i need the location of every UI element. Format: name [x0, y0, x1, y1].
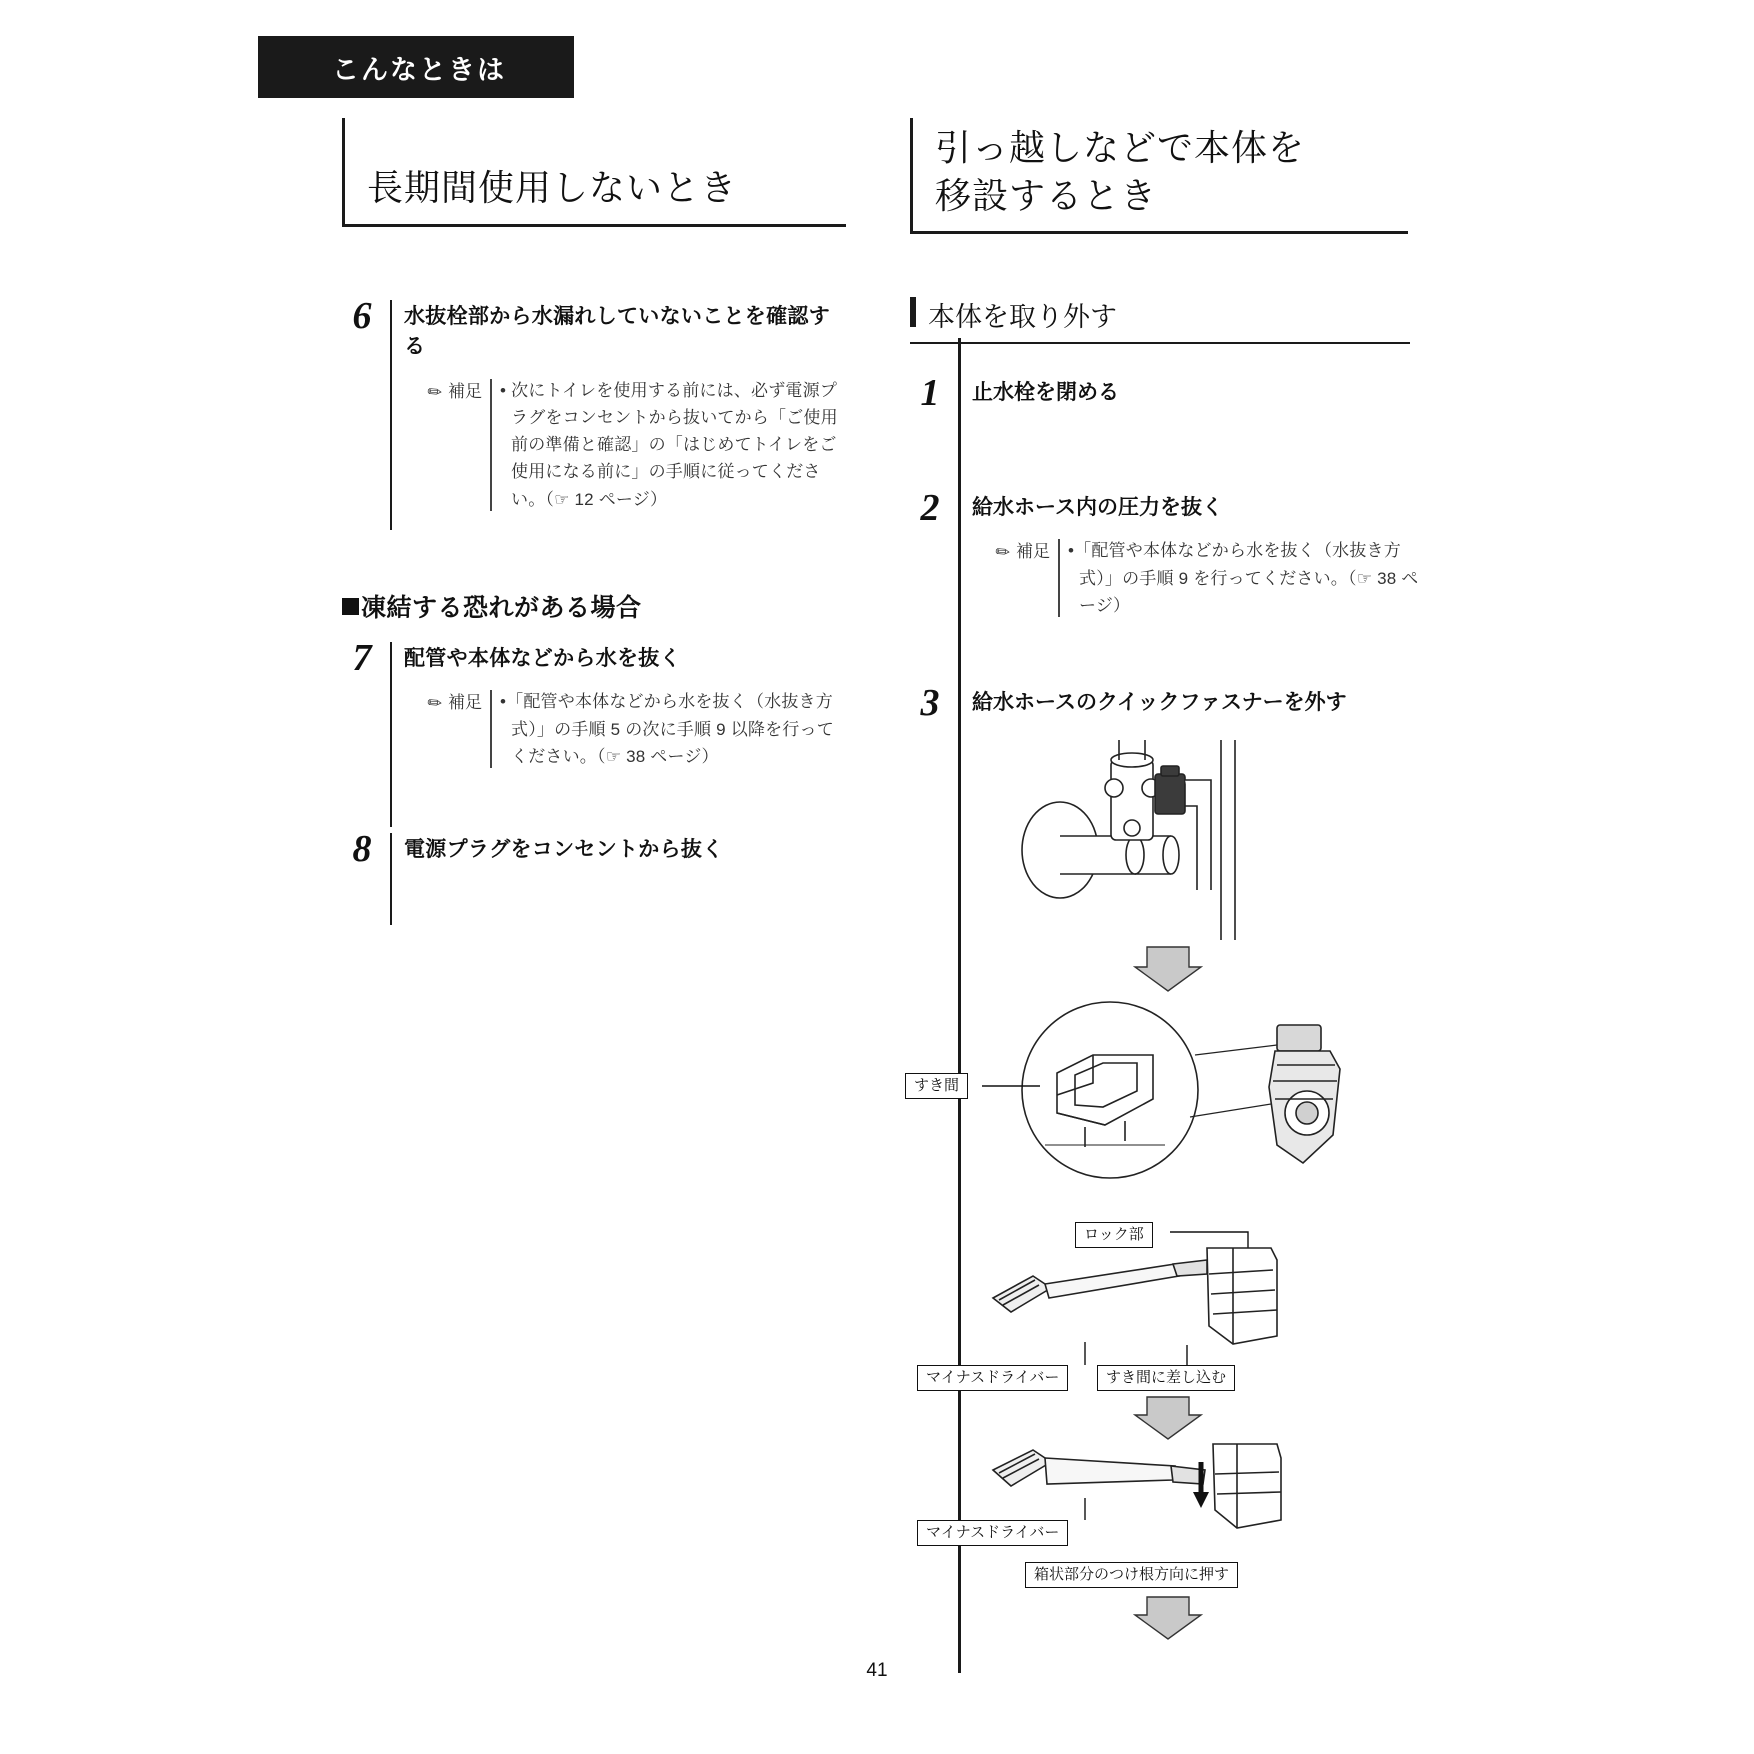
step-7-number: 7 [352, 637, 372, 679]
arrow-down-icon-3 [1133, 1595, 1203, 1641]
rstep-3-number: 3 [920, 682, 940, 724]
heading-bar [910, 297, 916, 327]
note-rule-7 [490, 690, 492, 768]
page-number: 41 [866, 1660, 888, 1681]
step-7 [342, 637, 842, 827]
rstep-1-title: 止水栓を閉める [972, 381, 1119, 404]
rstep-2 [910, 487, 1430, 678]
left-column-heading [342, 118, 846, 227]
pencil-icon: ✎ [423, 380, 447, 404]
step-7-title: 配管や本体などから水を抜く [404, 647, 681, 670]
note-label-r2: ✎補足 [991, 540, 1050, 565]
pencil-icon: ✎ [991, 540, 1015, 565]
right-column-heading [910, 118, 1408, 234]
right-column-body [910, 295, 1430, 728]
callout-leaders-row-1 [975, 1340, 1275, 1370]
step-8 [342, 828, 842, 925]
callout-insert-into-gap: すき間に差し込む [1097, 1365, 1235, 1391]
rstep-3-title: 給水ホースのクイックファスナーを外す [972, 691, 1347, 714]
rstep-2-number: 2 [920, 487, 940, 529]
illustration-stop-valve [985, 740, 1445, 955]
section-tab [258, 36, 574, 98]
step-6-note [404, 377, 842, 513]
right-subheading [910, 295, 1410, 344]
step-6-number: 6 [352, 295, 372, 337]
step-7-note [404, 688, 842, 770]
figure-quick-fastener-removal [914, 740, 1445, 1620]
step-6-title: 水抜栓部から水漏れしていないことを確認する [404, 305, 830, 359]
rstep-2-title: 給水ホース内の圧力を抜く [972, 496, 1223, 519]
left-column-body [342, 295, 842, 931]
callout-flathead-driver-1: マイナスドライバー [917, 1365, 1068, 1391]
rstep-3 [910, 682, 1430, 724]
step-6 [342, 295, 842, 530]
rstep-2-note [972, 537, 1430, 619]
left-subheading [342, 588, 842, 624]
callout-gap-leader [982, 1081, 1042, 1091]
right-column-heading-line1: 引っ越しなどで本体を [935, 127, 1306, 168]
rstep-1 [910, 372, 1430, 483]
black-square-icon [342, 598, 359, 615]
note-rule-r2 [1058, 539, 1060, 617]
step-8-title: 電源プラグをコンセントから抜く [404, 838, 724, 861]
callout-lock-part: ロック部 [1075, 1222, 1153, 1248]
step-7-note-text: •「配管や本体などから水を抜く（水抜き方式）」の手順 5 の次に手順 9 以降を行ってください。（☞ 38 ページ） [500, 692, 834, 766]
step-8-rule [390, 833, 392, 925]
callout-leaders-row-2 [975, 1496, 1275, 1522]
rstep-1-number: 1 [920, 372, 940, 414]
note-label-6: ✎補足 [423, 380, 482, 404]
left-subheading-text: 凍結する恐れがある場合 [361, 594, 642, 622]
pencil-icon: ✎ [423, 691, 447, 716]
step-7-rule [390, 642, 392, 827]
rstep-2-note-text: •「配管や本体などから水を抜く（水抜き方式）」の手順 9 を行ってください。（☞ 38 ページ） [1068, 541, 1419, 615]
note-label-7: ✎補足 [423, 691, 482, 716]
note-rule-6 [490, 379, 492, 511]
step-6-rule [390, 300, 392, 530]
callout-gap: すき間 [905, 1073, 968, 1099]
right-column-heading-line2: 移設するとき [935, 174, 1158, 216]
callout-flathead-driver-2: マイナスドライバー [917, 1520, 1068, 1546]
illustration-fastener-detail [985, 995, 1445, 1200]
left-column-heading-text: 長期間使用しないとき [367, 167, 738, 208]
arrow-down-icon-1 [1133, 945, 1203, 993]
step-6-note-text: • 次にトイレを使用する前には、必ず電源プラグをコンセントから抜いてから「ご使用前の準備と確認」の「はじめてトイレをご使用になる前に」の手順に従ってください。（☞ 12 ページ） [500, 380, 838, 509]
right-subheading-text: 本体を取り外す [928, 302, 1117, 332]
arrow-down-icon-2 [1133, 1395, 1203, 1441]
callout-push-toward-base: 箱状部分のつけ根方向に押す [1025, 1562, 1238, 1588]
section-tab-label: こんなときは [332, 54, 506, 85]
step-8-number: 8 [352, 828, 372, 870]
